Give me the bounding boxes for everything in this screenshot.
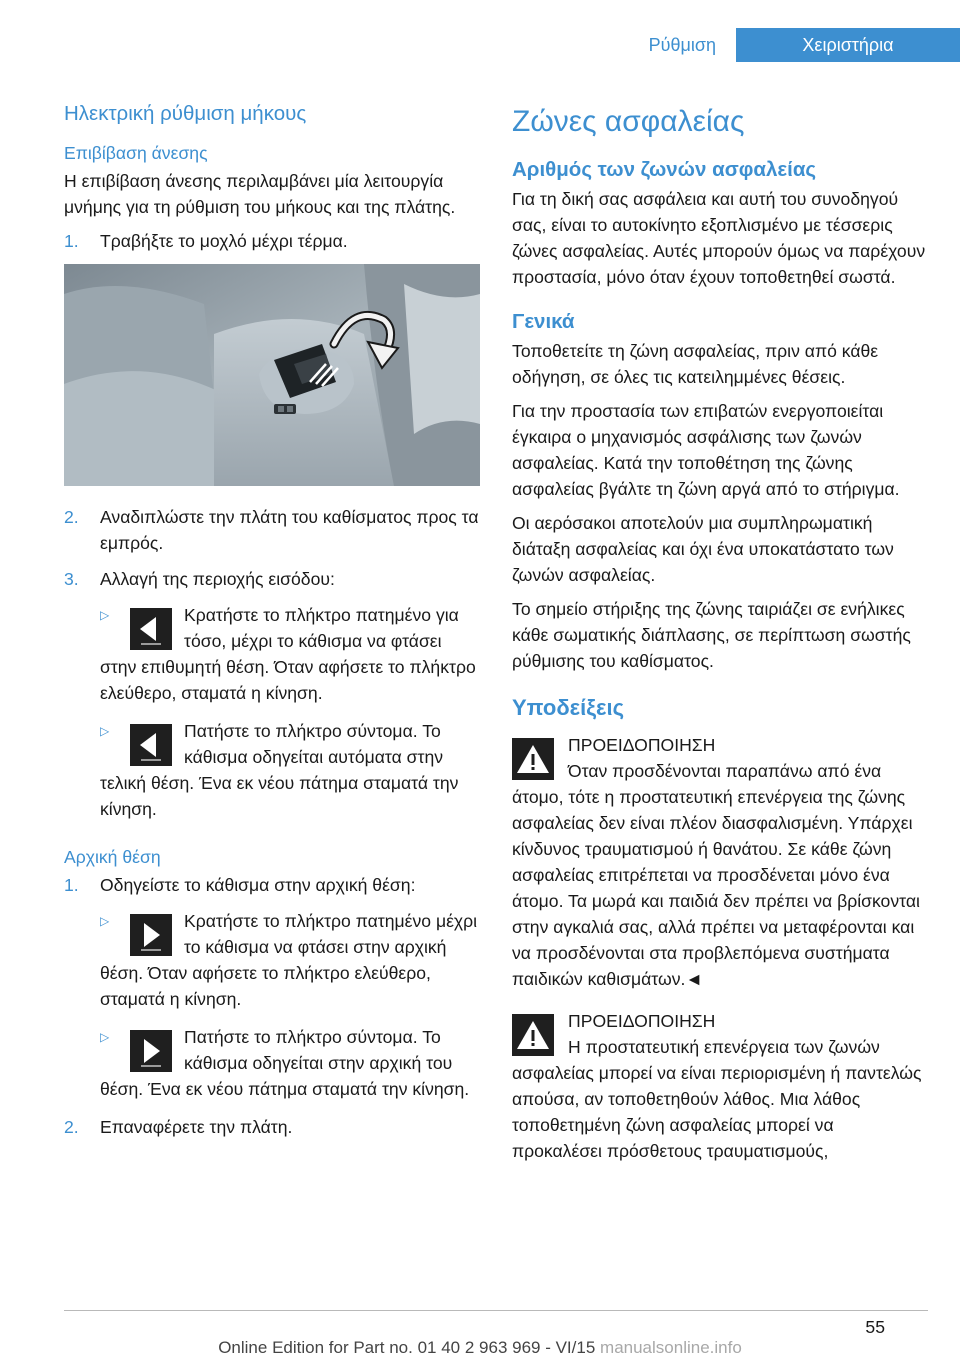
entry-step-3: [64, 566, 480, 592]
seatbelt-count-heading: Αριθμός των ζωνών ασφαλείας: [512, 158, 817, 181]
home-substep-tap: [100, 1024, 480, 1102]
substep-text: Πατήστε το πλήκτρο σύντομα. Το κάθισμα οδηγείται αυτόματα στην τελική θέση. Ένα εκ νέου πάτημα σταματά την κίνηση.: [100, 721, 459, 819]
warning-block-2: [512, 1008, 928, 1164]
triangle-bullet-icon: ▷: [100, 1030, 110, 1044]
warning-text: Η προστατευτική επενέργεια των ζωνών ασφαλείας μπορεί να είναι περιορισμένη ή παντελώς απούσα, αν τοποθετηθούν λάθος. Μια λάθος τοποθετημένη ζώνη ασφαλείας μπορεί να προκαλέσει πρόσθετους τραυματισμούς,: [512, 1037, 922, 1161]
triangle-bullet-icon: ▷: [100, 608, 110, 622]
entry-heading: Επιβίβαση άνεσης: [64, 143, 208, 163]
page-header: [629, 28, 960, 62]
general-heading: Γενικά: [512, 310, 575, 333]
entry-substep-hold: [100, 602, 480, 706]
warning-text: Όταν προσδένονται παραπάνω από ένα άτομο, τότε η προστατευτική επενέργεια της ζώνης ασφαλείας δεν είναι πλέον διασφαλισμένη. Υπάρχει κίνδυνος τραυματισμού ή θανάτου. Σε κάθε ζώνη ασφαλείας επιτρέπεται να προσδένεται μόνο ένα άτομο. Τα μωρά και παιδιά δεν πρέπει να βρίσκονται στην αγκαλιά σας, αλλά πρέπει να μεταφέρονται και να προσδένονται στα προβλεπόμενα συστήματα παιδικών καθισμάτων.◄: [512, 761, 920, 989]
notes-heading: Υποδείξεις: [512, 695, 625, 720]
home-step-1: [64, 872, 480, 898]
substep-text: Πατήστε το πλήκτρο σύντομα. Το κάθισμα οδηγείται στην αρχική του θέση. Ένα εκ νέου πάτημα σταματά την κίνηση.: [100, 1027, 470, 1099]
step-text: Οδηγείστε το κάθισμα στην αρχική θέση:: [100, 875, 416, 895]
general-paragraph-1: Τοποθετείτε τη ζώνη ασφαλείας, πριν από κάθε οδήγηση, σε όλες τις κατειλημμένες θέσεις.: [512, 341, 879, 387]
step-text: Τραβήξτε το μοχλό μέχρι τέρμα.: [100, 231, 348, 251]
general-paragraph-2: Για την προστασία των επιβατών ενεργοποιείται έγκαιρα ο μηχανισμός ασφάλισης των ζωνών ασφαλείας. Κατά την τοποθέτηση της ζώνης ασφαλείας βγάλτε τη ζώνη αργά από το στήριγμα.: [512, 401, 900, 499]
warning-block-1: [512, 732, 928, 992]
entry-step-1: [64, 228, 480, 254]
home-step-2: [64, 1114, 480, 1140]
entry-substep-tap: [100, 718, 480, 822]
entry-step-2: [64, 504, 480, 556]
backward-button-icon: [130, 724, 172, 766]
right-column: [512, 100, 928, 1174]
substep-text: Κρατήστε το πλήκτρο πατημένο μέχρι το κάθισμα να φτάσει στην αρχική θέση. Όταν αφήσετε το πλήκτρο ελεύθερο, σταματά η κίνηση.: [100, 911, 478, 1009]
section-title-seatbelts: Ζώνες ασφαλείας: [512, 105, 745, 138]
step-number: 1.: [64, 875, 79, 895]
watermark-text: manualsonline.info: [600, 1338, 742, 1357]
seatbelt-count-text: Για τη δική σας ασφάλεια και αυτή του συνοδηγού σας, είναι το αυτοκίνητο εξοπλισμένο με τέσσερις ζώνες ασφαλείας. Αυτές μπορούν όμως να παρέχουν προστασία, μόνο όταν έχουν τοποθετηθεί σωστά.: [512, 189, 926, 287]
footer-edition: [0, 1338, 960, 1358]
step-number: 1.: [64, 231, 79, 251]
forward-button-icon: [130, 1030, 172, 1072]
edition-text: Online Edition for Part no. 01 40 2 963 969 - VI/15: [218, 1338, 596, 1357]
warning-label: ΠΡΟΕΙΔΟΠΟΙΗΣΗ: [568, 1011, 716, 1031]
left-column: [64, 100, 480, 1150]
footer-divider: [64, 1310, 928, 1311]
entry-intro: Η επιβίβαση άνεσης περιλαμβάνει μία λειτουργία μνήμης για τη ρύθμιση του μήκους και της πλάτης.: [64, 171, 456, 217]
section-title-length-adjust: Ηλεκτρική ρύθμιση μήκους: [64, 102, 307, 125]
backward-button-icon: [130, 608, 172, 650]
page-number: 55: [865, 1317, 885, 1337]
header-section-tab[interactable]: Ρύθμιση: [629, 28, 736, 62]
warning-triangle-icon: [512, 738, 554, 780]
home-position-heading: Αρχική θέση: [64, 847, 161, 867]
step-number: 2.: [64, 1117, 79, 1137]
step-text: Επαναφέρετε την πλάτη.: [100, 1117, 293, 1137]
general-paragraph-4: Το σημείο στήριξης της ζώνης ταιριάζει σε ενήλικες κάθε σωματικής διάπλασης, σε περίπτωση σωστής ρύθμισης του καθίσματος.: [512, 599, 911, 671]
triangle-bullet-icon: ▷: [100, 914, 110, 928]
step-number: 3.: [64, 569, 79, 589]
header-chapter-tab[interactable]: Χειριστήρια: [736, 28, 960, 62]
forward-button-icon: [130, 914, 172, 956]
warning-label: ΠΡΟΕΙΔΟΠΟΙΗΣΗ: [568, 735, 716, 755]
substep-text: Κρατήστε το πλήκτρο πατημένο για τόσο, μέχρι το κάθισμα να φτάσει στην επιθυμητή θέση. Όταν αφήσετε το πλήκτρο ελεύθερο, σταματά η κίνηση.: [100, 605, 476, 703]
warning-triangle-icon: [512, 1014, 554, 1056]
step-number: 2.: [64, 507, 79, 527]
step-text: Αναδιπλώστε την πλάτη του καθίσματος προς τα εμπρός.: [100, 507, 479, 553]
home-substep-hold: [100, 908, 480, 1012]
seat-lever-photo: [64, 264, 480, 486]
general-paragraph-3: Οι αερόσακοι αποτελούν μια συμπληρωματική διάταξη ασφαλείας και όχι ένα υποκατάστατο των ζωνών ασφαλείας.: [512, 513, 894, 585]
triangle-bullet-icon: ▷: [100, 724, 110, 738]
step-text: Αλλαγή της περιοχής εισόδου:: [100, 569, 335, 589]
